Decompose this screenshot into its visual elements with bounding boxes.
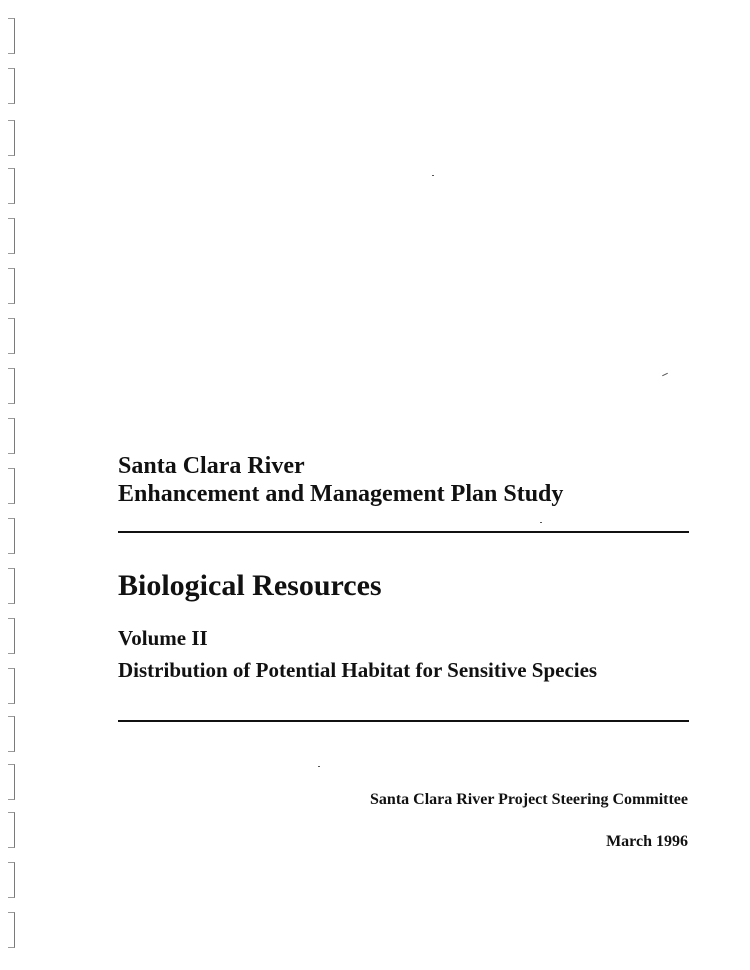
binding-bracket <box>8 68 15 104</box>
report-title <box>118 452 698 508</box>
binding-bracket <box>8 218 15 254</box>
horizontal-rule-top <box>118 531 689 533</box>
binding-bracket <box>8 168 15 204</box>
binding-bracket <box>8 764 15 800</box>
volume-block <box>118 622 698 686</box>
organization-name: Santa Clara River Project Steering Committee <box>370 791 688 808</box>
binding-bracket <box>8 618 15 654</box>
publication-date: March 1996 <box>606 833 688 850</box>
binding-bracket <box>8 468 15 504</box>
binding-bracket <box>8 716 15 752</box>
volume-label: Volume II <box>118 626 208 650</box>
binding-bracket <box>8 518 15 554</box>
binding-bracket <box>8 18 15 54</box>
binding-bracket <box>8 318 15 354</box>
scan-speck <box>432 175 434 176</box>
title-line-2: Enhancement and Management Plan Study <box>118 481 564 507</box>
binding-bracket <box>8 418 15 454</box>
binding-bracket <box>8 668 15 704</box>
binding-brackets <box>0 0 30 970</box>
binding-bracket <box>8 912 15 948</box>
binding-bracket <box>8 568 15 604</box>
section-heading: Biological Resources <box>118 569 382 602</box>
scan-speck <box>662 373 668 376</box>
binding-bracket <box>8 268 15 304</box>
binding-bracket <box>8 368 15 404</box>
binding-bracket <box>8 862 15 898</box>
horizontal-rule-bottom <box>118 720 689 722</box>
binding-bracket <box>8 812 15 848</box>
scan-speck <box>540 522 542 523</box>
scan-speck <box>318 766 320 767</box>
title-line-1: Santa Clara River <box>118 453 305 479</box>
volume-subtitle: Distribution of Potential Habitat for Sensitive Species <box>118 658 598 682</box>
binding-bracket <box>8 120 15 156</box>
